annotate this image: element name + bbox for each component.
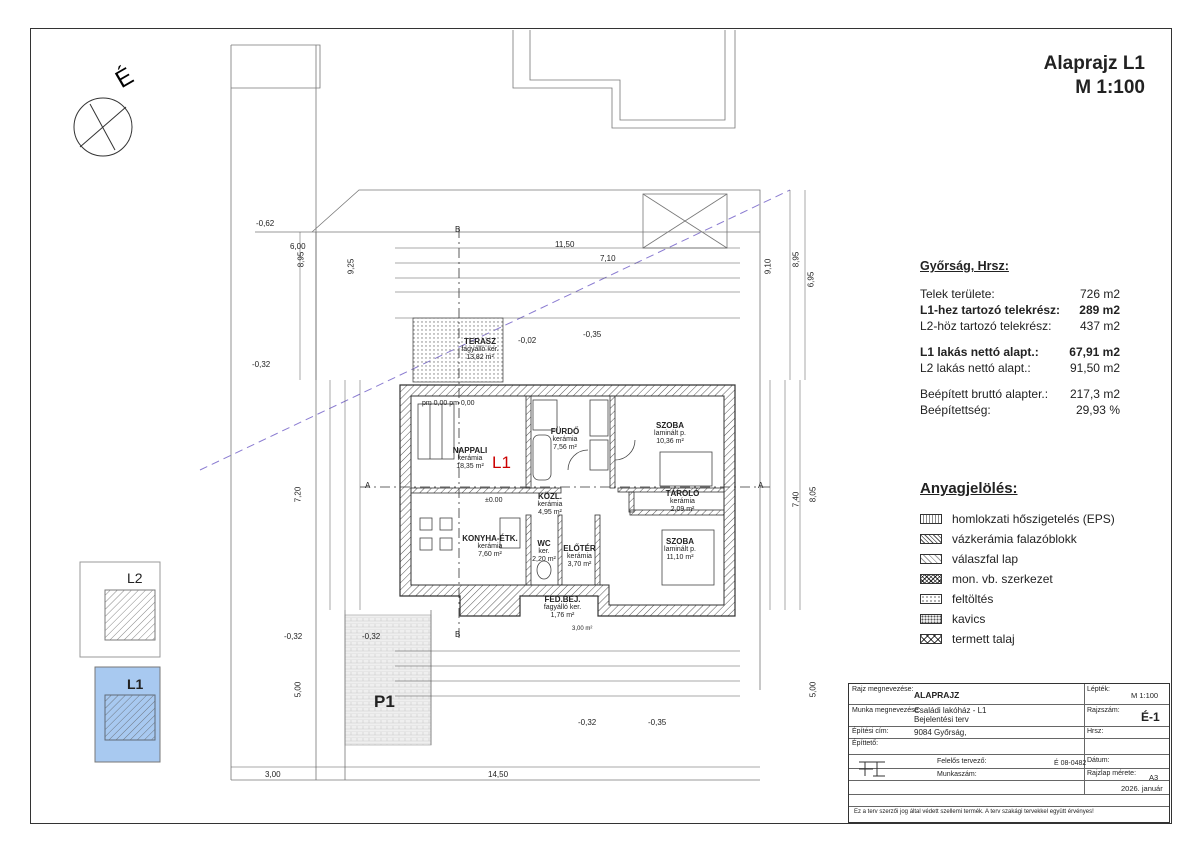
tb-date: 2026. január: [1121, 784, 1163, 793]
level-3: -0,02: [518, 336, 537, 345]
info-label: L2-höz tartozó telekrész:: [920, 319, 1052, 333]
level-2: -0,32: [252, 360, 271, 369]
room-name: ELŐTÉR: [563, 544, 596, 553]
info-row: [920, 286, 1150, 302]
fill-swatch-icon: [920, 594, 942, 604]
level-4: -0,35: [583, 330, 602, 339]
unit-label: L1: [492, 453, 511, 472]
tb-scale: M 1:100: [1131, 691, 1159, 700]
legend-item: [920, 609, 1160, 629]
dim-left-mid: 7,20: [293, 486, 303, 503]
legend-label: mon. vb. szerkezet: [952, 572, 1053, 586]
room-material: laminált p.: [664, 546, 696, 553]
room-area: 1,76 m²: [550, 612, 575, 619]
room-name: SZOBA: [656, 421, 684, 430]
gravel-swatch-icon: [920, 614, 942, 624]
info-row: [920, 302, 1150, 318]
room-area: 18,35 m²: [456, 463, 484, 470]
info-label: L1 lakás nettó alapt.:: [920, 345, 1039, 359]
dim-bottom-right: 5,00: [808, 681, 818, 698]
eps-swatch-icon: [920, 514, 942, 524]
tb-label: Rajz megnevezése:: [852, 686, 914, 693]
room-fed-bej: [540, 596, 585, 620]
level-1: -0,62: [256, 219, 275, 228]
info-label: Telek területe:: [920, 287, 995, 301]
earth-swatch-icon: [920, 634, 942, 644]
info-label: L1-hez tartozó telekrész:: [920, 303, 1061, 317]
parking-label: P1: [374, 692, 395, 711]
info-value: 217,3 m2: [1069, 387, 1120, 401]
room-nappali: [440, 447, 500, 471]
room-area: 4,95 m²: [538, 509, 562, 516]
tb-address: 9084 Győrság,: [914, 728, 967, 737]
tb-label: Építési cím:: [852, 728, 889, 735]
legend-label: kavics: [952, 612, 986, 626]
dim-bottom-left: 5,00: [293, 681, 303, 698]
room-tarolo: [660, 490, 705, 514]
room-name: FÜRDŐ: [550, 427, 580, 436]
tb-drawing-number: É-1: [1141, 710, 1160, 724]
legend-item: [920, 589, 1160, 609]
tb-drawing-name: ALAPRAJZ: [914, 690, 960, 700]
legend-label: homlokzati hőszigetelés (EPS): [952, 512, 1115, 526]
level-7: -0,32: [578, 718, 597, 727]
room-wc: [530, 540, 558, 564]
dim-top-2: 7,10: [600, 254, 616, 263]
concrete-swatch-icon: [920, 574, 942, 584]
room-name: FED.BEJ.: [544, 595, 581, 604]
tb-label: Munka megnevezése:: [852, 707, 921, 714]
room-material: fagyálló ker.: [461, 346, 499, 353]
room-name: NAPPALI: [452, 446, 488, 455]
tb-label: Rajzszám:: [1087, 707, 1120, 714]
room-name: WC: [537, 539, 551, 548]
tb-label: Felelős tervező:: [937, 758, 987, 765]
room-material: kerámia: [567, 553, 592, 560]
room-area: 2,20 m²: [532, 556, 556, 563]
room-szoba-2: [655, 538, 705, 562]
info-value: 91,50 m2: [1069, 361, 1120, 375]
room-material: kerámia: [457, 455, 483, 462]
site-heading: Győrság, Hrsz:: [920, 259, 1009, 273]
title-line-1: Alaprajz L1: [1043, 53, 1145, 74]
section-b-bottom: B: [455, 630, 461, 639]
north-label: É: [110, 62, 139, 94]
room-szoba-1: [645, 422, 695, 446]
info-row: [920, 318, 1150, 334]
room-name: TERASZ: [464, 337, 496, 346]
section-b-top: B: [455, 225, 461, 234]
dim-right-3: 6,95: [806, 271, 816, 288]
brick-swatch-icon: [920, 534, 942, 544]
room-area: 3,70 m²: [567, 561, 592, 568]
info-value: 289 m2: [1079, 303, 1120, 317]
dim-right-mid: 8,05: [808, 486, 818, 503]
section-a-right: A: [758, 481, 764, 490]
room-name: KONYHA-ÉTK.: [462, 534, 518, 543]
room-kozl: [530, 493, 570, 517]
dim-bottom-2: 3,00: [265, 770, 281, 779]
legend-label: vázkerámia falazóblokk: [952, 532, 1077, 546]
dim-right-2: 8,95: [791, 251, 801, 268]
info-row: [920, 360, 1150, 376]
drawing-title: [1044, 52, 1145, 100]
dim-top-1: 11,50: [555, 240, 575, 249]
room-terasz: [450, 338, 510, 362]
info-value: 437 m2: [1079, 319, 1120, 333]
extra-area: 3,00 m²: [572, 626, 593, 632]
tb-designer-id: É 08-0482: [1054, 760, 1087, 767]
logo-icon: [857, 758, 887, 778]
room-area: 7,56 m²: [553, 444, 577, 451]
info-value: 29,93 %: [1075, 403, 1120, 417]
level-6: -0,32: [362, 632, 381, 641]
dim-left-3: 6,00: [290, 242, 306, 251]
level-5: -0,32: [284, 632, 303, 641]
room-konyha: [455, 535, 525, 559]
title-block: [848, 683, 1170, 823]
partition-swatch-icon: [920, 554, 942, 564]
room-material: kerámia: [537, 501, 563, 508]
room-area: 7,60 m²: [478, 551, 502, 558]
tb-project-1: Családi lakóház - L1: [914, 706, 987, 715]
site-info: [920, 258, 1150, 418]
dim-right-mid-2: 7,40: [791, 491, 801, 508]
tb-label: Építtető:: [852, 740, 879, 747]
legend-heading: Anyagjelölés:: [920, 480, 1018, 497]
dim-left-2: 9,25: [346, 258, 356, 275]
legend-label: termett talaj: [952, 632, 1015, 646]
room-eloter: [562, 545, 597, 569]
room-furdo: [540, 428, 590, 452]
room-area: 2,09 m²: [670, 506, 695, 513]
info-row: [920, 386, 1150, 402]
room-name: KÖZL.: [538, 492, 562, 501]
level-8: -0,35: [648, 718, 667, 727]
tb-footer: Ez a terv szerzői jog által védett szellemi termék. A terv szakági tervekkel együtt érvényes!: [854, 809, 1094, 815]
legend-label: feltöltés: [952, 592, 994, 606]
info-label: Beépítettség:: [920, 403, 991, 417]
room-material: laminált p.: [654, 430, 686, 437]
tb-label: Rajzlap mérete:: [1087, 770, 1137, 777]
key-plan-l1: L1: [127, 676, 144, 692]
legend-item: [920, 509, 1160, 529]
info-row: [920, 402, 1150, 418]
room-area: 13,82 m²: [466, 354, 494, 361]
room-name: SZOBA: [666, 537, 694, 546]
tb-label: Munkaszám:: [937, 771, 977, 778]
legend-label: válaszfal lap: [952, 552, 1019, 566]
tb-label: Dátum:: [1087, 757, 1110, 764]
room-material: kerámia: [670, 498, 695, 505]
info-label: L2 lakás nettó alapt.:: [920, 361, 1031, 375]
floor-level: ±0.00: [485, 497, 503, 504]
room-material: fagyálló ker.: [543, 604, 582, 611]
tb-sheet-size: A3: [1149, 773, 1159, 782]
info-value: 67,91 m2: [1069, 345, 1120, 359]
room-material: kerámia: [477, 543, 503, 550]
legend-item: [920, 549, 1160, 569]
legend-item: [920, 569, 1160, 589]
pm-label: pm 0,00 pm 0,00: [422, 400, 475, 407]
room-name: TÁROLÓ: [665, 489, 700, 498]
tb-label: Hrsz:: [1087, 728, 1104, 735]
legend-item: [920, 529, 1160, 549]
info-label: Beépített bruttó alapter.:: [920, 387, 1049, 401]
info-row: [920, 344, 1150, 360]
legend-item: [920, 629, 1160, 649]
room-area: 10,36 m²: [656, 438, 684, 445]
material-legend: [920, 480, 1160, 649]
room-material: ker.: [538, 548, 550, 555]
room-area: 11,10 m²: [666, 554, 694, 561]
section-a-left: A: [365, 481, 371, 490]
dim-bottom-1: 14,50: [488, 770, 509, 779]
dim-right-1: 9,10: [763, 258, 773, 275]
dim-left-1: 8,95: [296, 251, 306, 268]
room-material: kerámia: [552, 436, 578, 443]
tb-label: Lépték:: [1087, 686, 1110, 693]
info-value: 726 m2: [1079, 287, 1120, 301]
key-plan-l2: L2: [127, 570, 143, 586]
title-line-2: M 1:100: [1075, 77, 1145, 98]
tb-project-2: Bejelentési terv: [914, 715, 969, 724]
